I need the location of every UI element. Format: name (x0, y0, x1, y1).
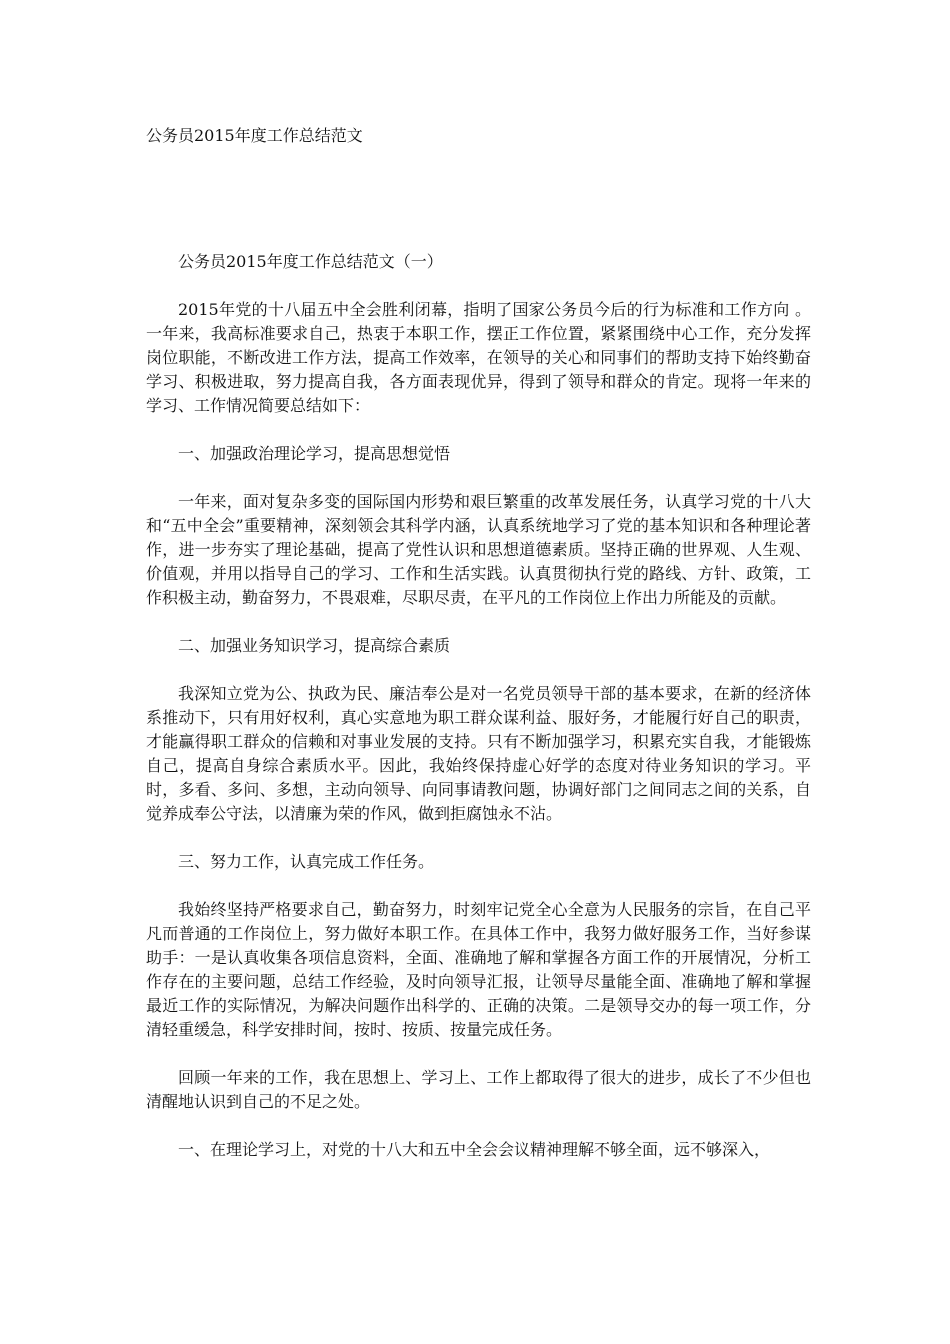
section-heading: 二、加强业务知识学习，提高综合素质 (178, 636, 451, 655)
paragraph: 回顾一年来的工作，我在思想上、学习上、工作上都取得了很大的进步，成长了不少但也清醒地认识到自己的不足之处。 (146, 1068, 811, 1111)
section-title: 公务员2015年度工作总结范文（一） (178, 252, 443, 271)
document-body (146, 250, 811, 1186)
paragraph: 我始终坚持严格要求自己，勤奋努力，时刻牢记党全心全意为人民服务的宗旨，在自己平凡而普通的工作岗位上，努力做好本职工作。在具体工作中，我努力做好服务工作，当好参谋助手：一是认真收集各项信息资料，全面、准确地了解和掌握各方面工作的开展情况，分析工作存在的主要问题，总结工作经验，及时向领导汇报，让领导尽量能全面、准确地了解和掌握最近工作的实际情况，为解决问题作出科学的、正确的决策。二是领导交办的每一项工作，分清轻重缓急，科学安排时间，按时、按质、按量完成任务。 (146, 900, 811, 1039)
section-heading: 三、努力工作，认真完成工作任务。 (178, 852, 435, 871)
document-title: 公务员2015年度工作总结范文 (146, 126, 363, 145)
section-heading: 一、加强政治理论学习，提高思想觉悟 (178, 444, 451, 463)
paragraph: 2015年党的十八届五中全会胜利闭幕，指明了国家公务员今后的行为标准和工作方向 。一年来，我高标准要求自己，热衷于本职工作，摆正工作位置，紧紧围绕中心工作，充分发挥岗位职能，不断改进工作方法，提高工作效率，在领导的关心和同事们的帮助支持下始终勤奋学习、积极进取，努力提高自我，各方面表现优异，得到了领导和群众的肯定。现将一年来的学习、工作情况简要总结如下： (146, 300, 811, 415)
paragraph: 我深知立党为公、执政为民、廉洁奉公是对一名党员领导干部的基本要求，在新的经济体系推动下，只有用好权利，真心实意地为职工群众谋利益、服好务，才能履行好自己的职责，才能赢得职工群众的信赖和对事业发展的支持。只有不断加强学习，积累充实自我，才能锻炼自己，提高自身综合素质水平。因此，我始终保持虚心好学的态度对待业务知识的学习。平时，多看、多问、多想，主动向领导、向同事请教问题，协调好部门之间同志之间的关系，自觉养成奉公守法，以清廉为荣的作风，做到拒腐蚀永不沾。 (146, 684, 811, 823)
paragraph: 一、在理论学习上，对党的十八大和五中全会会议精神理解不够全面，远不够深入， (178, 1140, 771, 1159)
paragraph: 一年来，面对复杂多变的国际国内形势和艰巨繁重的改革发展任务，认真学习党的十八大和“五中全会”重要精神，深刻领会其科学内涵，认真系统地学习了党的基本知识和各种理论著作，进一步夯实了理论基础，提高了党性认识和思想道德素质。坚持正确的世界观、人生观、价值观，并用以指导自己的学习、工作和生活实践。认真贯彻执行党的路线、方针、政策，工作积极主动，勤奋努力，不畏艰难，尽职尽责，在平凡的工作岗位上作出力所能及的贡献。 (146, 492, 811, 607)
